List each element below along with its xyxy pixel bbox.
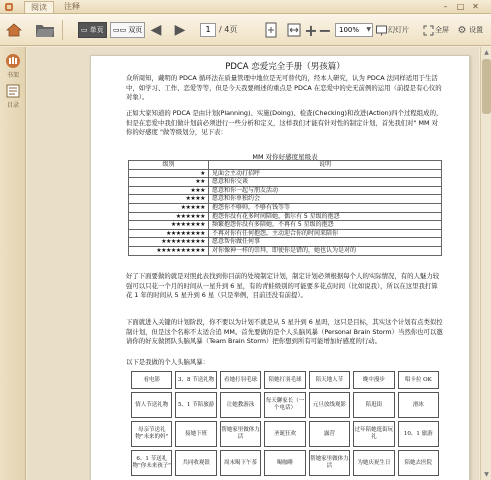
rail-item-bookshelf-label: 书架 [6, 72, 19, 79]
page-total-label: / 4页 [219, 25, 238, 34]
bookshelf-icon [5, 53, 21, 69]
brainstorm-grid [128, 368, 442, 479]
table-row [129, 229, 442, 238]
grid-cell: 为她庆祝生日 [353, 450, 394, 476]
star-level: ★★★★ [129, 195, 209, 204]
app-logo-icon [4, 2, 14, 12]
star-level: ★★★★★★★★★★ [129, 246, 209, 255]
paragraph-brainstorm-intro: 以下是我做的个人头脑风暴： [126, 358, 210, 366]
left-rail [0, 47, 26, 480]
star-level: ★★★★★★ [129, 212, 209, 221]
grid-cell: 情人节送礼物 [131, 392, 172, 418]
zoom-out-icon[interactable]: − [318, 20, 332, 40]
slideshow-icon[interactable] [375, 23, 387, 37]
next-page-icon[interactable]: ▶ [174, 22, 186, 38]
grid-cell: 看她打羽毛球 [220, 371, 261, 389]
grid-cell: 共同收观银 [175, 450, 216, 476]
settings-label[interactable]: 设置 [469, 26, 483, 34]
level-description: 愿意和你交谈 [209, 178, 442, 187]
maximize-icon[interactable]: □ [456, 2, 465, 11]
star-level: ★★★★★ [129, 203, 209, 212]
star-level: ★★ [129, 178, 209, 187]
grid-row [131, 450, 439, 476]
grid-cell: 陪她打羽毛球 [264, 371, 305, 389]
paragraph-intro: 众所周知，戴明的 PDCA 循环法在质量管理中地位是无可替代的，经本人研究，认为 PDCA 法同样适用于生活中，如学习、工作、恋爱等等，但是今天我要阐述的重点是 PDCA 在恋爱中的史无前例的运用（前提是有心仪的对象）。 [126, 74, 442, 102]
scroll-down-icon[interactable]: ▼ [484, 471, 489, 478]
zoom-value: 100% [339, 26, 360, 34]
star-level: ★★★★★★★★ [129, 229, 209, 238]
table-title: MM 对你好感度星级表 [252, 153, 318, 161]
toolbar-separator [62, 20, 63, 40]
table-header-level: 级别 [129, 161, 209, 170]
toolbar [0, 14, 491, 46]
chevron-down-icon: ▼ [366, 26, 371, 33]
star-level: ★ [129, 169, 209, 178]
level-description: 抱怨你不够帅，不够有钱等等 [209, 203, 442, 212]
table-row [129, 238, 442, 247]
rail-item-toc[interactable] [3, 83, 23, 109]
grid-cell: 接她下班 [175, 421, 216, 447]
table-row [129, 169, 442, 178]
gear-icon[interactable]: ⚙ [457, 24, 467, 36]
table-header-row [129, 161, 442, 170]
grid-cell: 陪天地人节 [309, 371, 350, 389]
grid-cell: 让她教游泳 [220, 392, 261, 418]
single-page-icon: ▭ [81, 26, 88, 34]
single-page-button[interactable] [78, 22, 107, 38]
grid-cell: 3、8 节送礼物 [175, 371, 216, 389]
grid-cell: 滑冰 [398, 392, 439, 418]
grid-row [131, 421, 439, 447]
document-viewport[interactable] [27, 47, 479, 480]
level-description: 不再对你有任何抱怨，主动迎合你的时间来陪你 [209, 229, 442, 238]
level-description: 见面会主动打招呼 [209, 169, 442, 178]
grid-cell: 露营 [309, 421, 350, 447]
favorability-table [128, 160, 442, 256]
title-bar [0, 0, 491, 14]
grid-cell: 帮她家里做体力活 [309, 450, 350, 476]
table-row [129, 212, 442, 221]
double-page-icon: ▭▭ [113, 26, 127, 34]
slideshow-label[interactable]: 幻灯片 [388, 26, 409, 34]
minimize-icon[interactable]: – [443, 2, 448, 11]
fit-width-icon[interactable] [285, 21, 303, 39]
table-row [129, 246, 442, 255]
grid-cell: 10、1 旅游 [398, 421, 439, 447]
scroll-up-icon[interactable]: ▲ [484, 49, 489, 56]
scrollbar-thumb[interactable] [482, 59, 491, 114]
table-row [129, 178, 442, 187]
grid-row [131, 392, 439, 418]
grid-cell: 周末喝下午茶 [220, 450, 261, 476]
zoom-select[interactable] [335, 23, 373, 37]
double-page-label: 双页 [128, 26, 143, 34]
star-level: ★★★ [129, 186, 209, 195]
close-icon[interactable]: ✕ [472, 2, 479, 11]
prev-page-icon[interactable]: ◀ [150, 22, 162, 38]
home-icon[interactable] [4, 19, 24, 41]
star-level: ★★★★★★★★★ [129, 238, 209, 247]
grid-cell: 元旦放线观影 [309, 392, 350, 418]
fullscreen-icon[interactable] [422, 23, 434, 37]
table-row [129, 195, 442, 204]
page-number-input[interactable]: 1 [200, 23, 216, 37]
rail-item-bookshelf[interactable] [3, 53, 23, 79]
grid-cell: 唱卡拉 OK [398, 371, 439, 389]
grid-row [131, 371, 439, 389]
level-description: 愿意帮你做任何事 [209, 238, 442, 247]
paragraph-pdca: 正如大家知道的 PDCA 是由计划(Planning)、实施(Doing)、检查(Checking)和改进(Action)四个过程组成的，但是在恋爱中我们做计划前必须进行一些分析和定义，这样我们才能有针对性的制定计划，首先我们对" MM 对你的好感度 "做等级划分，见下表： [126, 109, 443, 137]
table-row [129, 186, 442, 195]
grid-cell: 过年陪她逛街玩礼 [353, 421, 394, 447]
rail-item-toc-label: 目录 [6, 102, 19, 109]
grid-cell: 圣诞狂欢 [264, 421, 305, 447]
table-row [129, 203, 442, 212]
table-row [129, 221, 442, 230]
grid-cell: 看电影 [131, 371, 172, 389]
grid-cell: 5、1 节陪旅游 [175, 392, 216, 418]
level-description: 抱怨你没有花多时间陪她，偶尔有 5 星级的抱怨 [209, 212, 442, 221]
level-description: 愿意和你单独约会 [209, 195, 442, 204]
grid-cell: 每天聊家长（一个电话） [264, 392, 305, 418]
grid-cell: 喝咖啡 [264, 450, 305, 476]
grid-cell: 帮她家里做体力活 [220, 421, 261, 447]
level-description: 愿意和你一起与朋友活动 [209, 186, 442, 195]
menu-tab-annotate[interactable]: 注释 [64, 2, 80, 11]
paragraph-plan-goal: 好了下面要做的就是对照此表找到你目前的处境制定计划，制定计划必须根据每个人的实际情况，有的人魅力较强可以只花一个月的时间从一星升到 6 星，有的青蛙级别的可能要多花点时间（比如说我），所以在这里我打算花 1 年的时间从 5 星升到 6 星（只是举例，目前还没有前提）。 [126, 272, 440, 300]
grid-cell: 6、1 节送礼物"你未来孩子" [131, 450, 172, 476]
document-page [90, 55, 470, 480]
paragraph-brainstorm: 下面就进入关键的计划阶段，你不要以为计划不就是从 5 星升到 6 星吗，这只是目标，其实这个计划有点类似控制计划，但是这个名称不太适合追 MM。首先要做的是个人头脑风暴（Personal Brain Storm）当然你也可以邀请你的好友做团队头脑风暴（Team Brain Storm）把你想到所有可能增加好感度的行动。 [126, 318, 443, 346]
open-folder-icon[interactable] [34, 19, 56, 41]
zoom-in-icon[interactable]: + [304, 20, 318, 40]
double-page-button[interactable] [110, 22, 145, 38]
level-description: 对你像神一样的崇拜，即使你是错的，她也认为是对的 [209, 246, 442, 255]
grid-cell: 晚中漫步 [353, 371, 394, 389]
document-title: PDCA 恋爱完全手册（男孩篇） [225, 62, 345, 72]
menu-tab-read[interactable]: 阅读 [24, 1, 54, 13]
toc-icon [5, 83, 21, 99]
grid-cell: 陪逛街 [353, 392, 394, 418]
fullscreen-label[interactable]: 全屏 [435, 26, 449, 34]
grid-cell: 母亲节送礼物"未来的妈" [131, 421, 172, 447]
table-header-desc: 说明 [209, 161, 442, 170]
level-description: 频繁抱怨你没有多陪她，不再有 5 星级的抱怨 [209, 221, 442, 230]
vertical-scrollbar[interactable] [480, 47, 491, 480]
fit-page-icon[interactable] [262, 21, 280, 39]
single-page-label: 单页 [89, 26, 104, 34]
star-level: ★★★★★★★ [129, 221, 209, 230]
grid-cell: 陪她去医院 [398, 450, 439, 476]
